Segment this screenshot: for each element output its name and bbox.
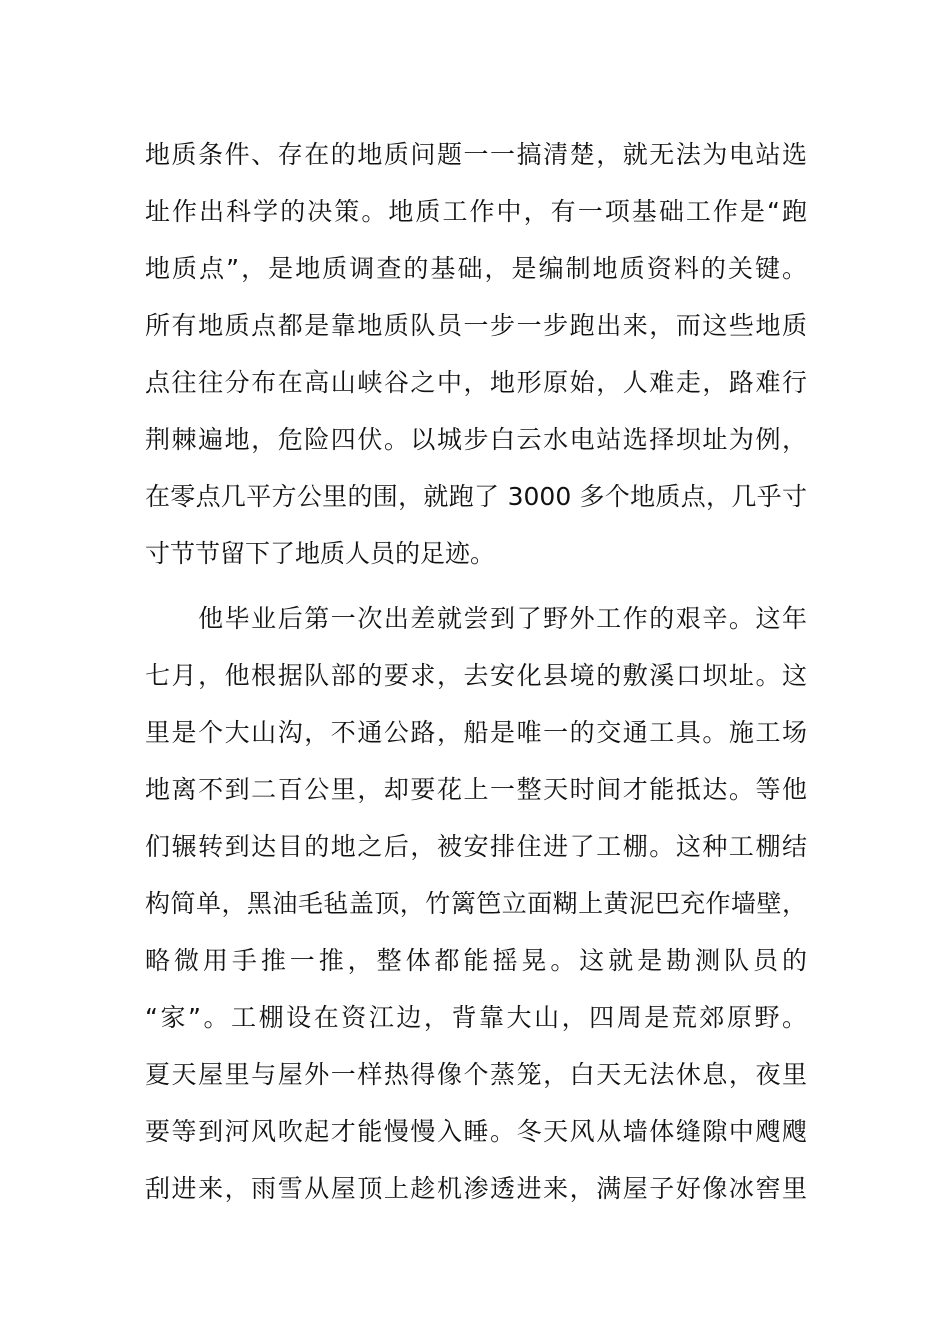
text-line: 址作出科学的决策。地质工作中，有一项基础工作是“跑 <box>145 197 807 226</box>
paragraph-1 <box>145 126 807 582</box>
text-line: 所有地质点都是靠地质队员一步一步跑出来，而这些地质 <box>145 311 807 340</box>
text-line: 地质条件、存在的地质问题一一搞清楚，就无法为电站选 <box>145 140 807 169</box>
text-line: 七月，他根据队部的要求，去安化县境的敷溪口坝址。这 <box>145 661 807 690</box>
text-line: “家”。工棚设在资江边，背靠大山，四周是荒郊原野。 <box>145 1003 807 1032</box>
paragraph-2 <box>145 590 807 1217</box>
paragraph-gap <box>145 582 807 590</box>
body-text <box>145 126 807 1217</box>
text-line: 寸节节留下了地质人员的足迹。 <box>145 539 496 568</box>
text-line: 地质点”，是地质调查的基础，是编制地质资料的关键。 <box>145 254 807 283</box>
text-line: 略微用手推一推，整体都能摇晃。这就是勘测队员的 <box>145 946 807 975</box>
text-line: 夏天屋里与屋外一样热得像个蒸笼，白天无法休息，夜里 <box>145 1060 807 1089</box>
text-line: 他毕业后第一次出差就尝到了野外工作的艰辛。这年 <box>145 604 807 633</box>
text-line: 刮进来，雨雪从屋顶上趁机渗透进来，满屋子好像冰窖里 <box>145 1174 807 1203</box>
text-line: 里是个大山沟，不通公路，船是唯一的交通工具。施工场 <box>145 718 807 747</box>
text-line: 们辗转到达目的地之后，被安排住进了工棚。这种工棚结 <box>145 832 807 861</box>
text-line: 要等到河风吹起才能慢慢入睡。冬天风从墙体缝隙中飕飕 <box>145 1117 807 1146</box>
text-line: 在零点几平方公里的围，就跑了 3000 多个地质点，几乎寸 <box>145 482 807 511</box>
text-line: 点往往分布在高山峡谷之中，地形原始，人难走，路难行 <box>145 368 807 397</box>
text-line: 荆棘遍地，危险四伏。以城步白云水电站选择坝址为例， <box>145 425 807 454</box>
text-line: 地离不到二百公里，却要花上一整天时间才能抵达。等他 <box>145 775 807 804</box>
text-line: 构简单，黑油毛毡盖顶，竹篱笆立面糊上黄泥巴充作墙壁， <box>145 889 807 918</box>
